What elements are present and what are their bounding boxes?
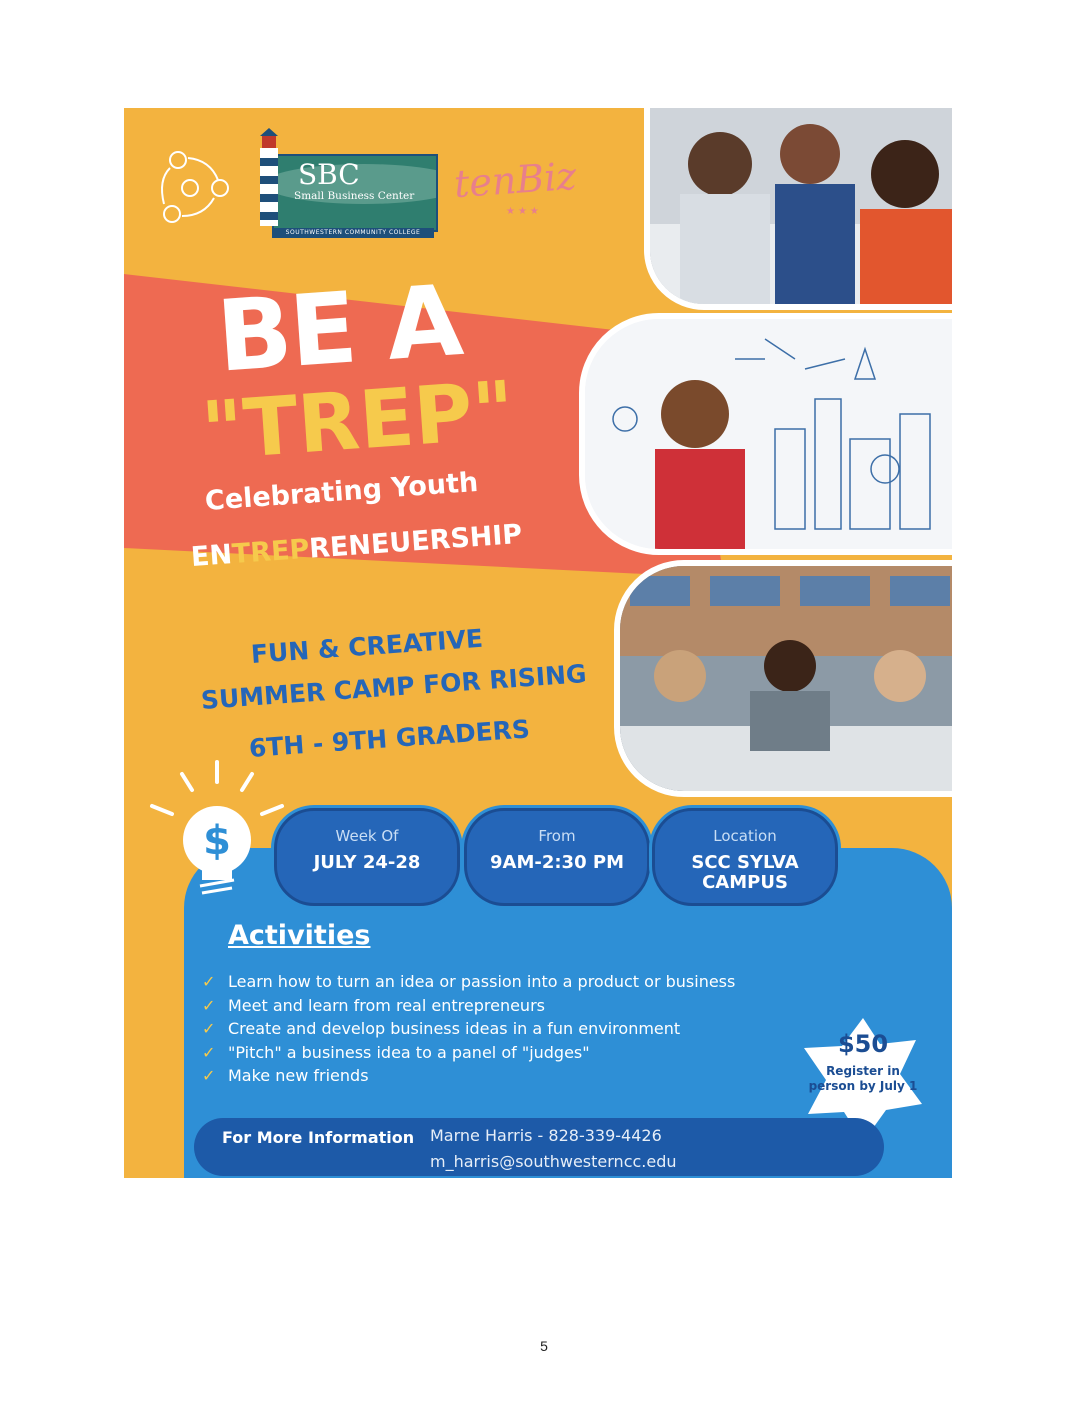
entre-prefix: EN <box>190 539 234 573</box>
camp-line-2: SUMMER CAMP FOR RISING <box>200 659 588 715</box>
price: $50 <box>837 1030 889 1058</box>
headline-trep: "TREP" <box>198 363 518 479</box>
week-of-pill <box>274 808 460 906</box>
sbc-logo <box>252 128 434 238</box>
process-cycle-icon <box>156 146 236 226</box>
time-pill <box>464 808 650 906</box>
tagline: Celebrating Youth <box>204 466 480 517</box>
camp-line-3: 6TH - 9TH GRADERS <box>248 714 531 763</box>
time-value: 9AM-2:30 PM <box>490 852 624 873</box>
time-label: From <box>538 827 576 845</box>
headline-be-a: BE A <box>213 264 465 395</box>
flyer <box>124 108 952 1178</box>
contact-phone[interactable]: Marne Harris - 828-339-4426 <box>430 1126 662 1145</box>
sbc-title: SBC <box>298 158 360 191</box>
girl-thinking-photo <box>579 313 952 555</box>
list-item: ✓ "Pitch" a business idea to a panel of "judges" <box>202 1041 735 1065</box>
check-icon: ✓ <box>202 1042 216 1062</box>
register-note: Register in person by July 1 <box>808 1064 918 1093</box>
sbc-subtitle: Small Business Center <box>294 190 415 202</box>
location-pill <box>652 808 838 906</box>
entre-highlight: TREP <box>230 533 311 571</box>
lighthouse-icon <box>256 128 282 228</box>
contact-email[interactable]: m_harris@southwesterncc.edu <box>430 1152 677 1171</box>
check-icon: ✓ <box>202 1019 216 1038</box>
week-of-label: Week Of <box>335 827 399 845</box>
lightbulb-dollar-icon <box>142 748 292 898</box>
list-item: ✓ Learn how to turn an idea or passion into a product or business <box>202 970 735 994</box>
list-item: ✓ Meet and learn from real entrepreneurs <box>202 994 735 1018</box>
page-number: 5 <box>540 1338 548 1354</box>
sbc-college-strip: SOUTHWESTERN COMMUNITY COLLEGE <box>272 228 434 238</box>
entre-suffix: RENEUERSHIP <box>308 518 524 565</box>
location-value: SCC SYLVA CAMPUS <box>691 852 799 893</box>
activities-title: Activities <box>228 920 371 951</box>
activities-list <box>202 970 735 1088</box>
tenbiz-logo: tenBiz <box>452 153 578 207</box>
check-icon: ✓ <box>202 1066 216 1085</box>
price-badge-text <box>804 1028 922 1094</box>
headline <box>198 264 518 479</box>
week-of-value: JULY 24-28 <box>313 852 421 873</box>
library-photo <box>614 560 952 797</box>
check-icon: ✓ <box>202 972 216 991</box>
list-item: ✓ Make new friends <box>202 1064 735 1088</box>
contact-label: For More Information <box>222 1128 415 1147</box>
students-photo <box>644 108 952 310</box>
tenbiz-stars-icon: ★★★ <box>506 206 542 217</box>
location-label: Location <box>713 827 777 845</box>
check-icon: ✓ <box>202 995 216 1015</box>
svg-text:$: $ <box>203 818 231 864</box>
camp-line-1: FUN & CREATIVE <box>250 623 484 669</box>
list-item: ✓ Create and develop business ideas in a fun environment <box>202 1017 735 1041</box>
